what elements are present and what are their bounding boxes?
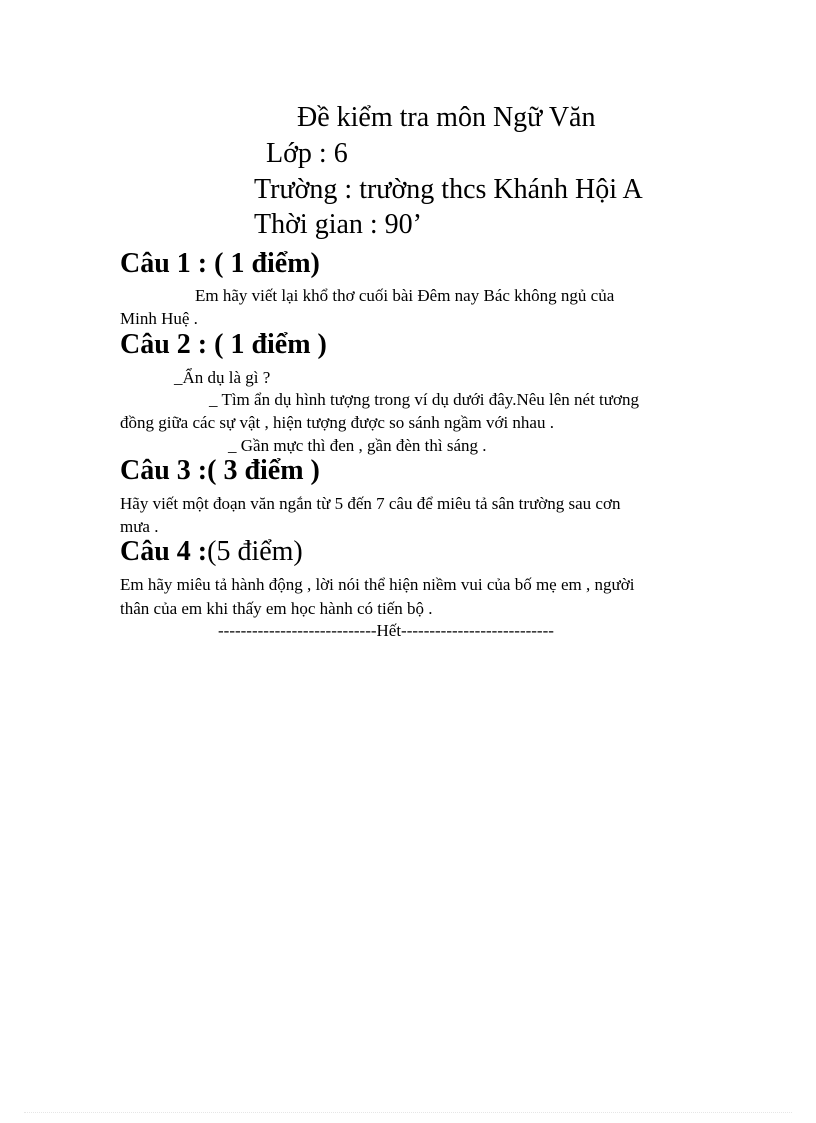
question-2-text-line-3: đồng giữa các sự vật , hiện tượng được so sánh ngầm với nhau .	[120, 413, 554, 432]
question-1-text-line-2: Minh Huệ .	[120, 309, 198, 328]
question-4-heading	[120, 536, 303, 568]
question-2-text-line-4: _ Gần mực thì đen , gần đèn thì sáng .	[228, 436, 487, 455]
end-marker: ----------------------------Hết---------------------------	[218, 621, 554, 640]
question-2-text-line-1: _Ẩn dụ là gì ?	[174, 368, 271, 387]
exam-title: Đề kiểm tra môn Ngữ Văn	[297, 102, 596, 133]
page-bottom-divider	[24, 1112, 792, 1113]
question-3-text-line-2: mưa .	[120, 517, 159, 536]
question-1-text-line-1: Em hãy viết lại khổ thơ cuối bài Đêm nay Bác không ngủ của	[195, 286, 615, 305]
question-4-heading-points: (5 điểm)	[207, 536, 303, 567]
question-2-text-line-2: _ Tìm ẩn dụ hình tượng trong ví dụ dưới đây.Nêu lên nét tương	[209, 390, 639, 409]
exam-time: Thời gian : 90’	[254, 209, 422, 240]
question-4-heading-label: Câu 4 :	[120, 536, 208, 567]
exam-grade: Lớp : 6	[266, 138, 348, 169]
question-4-text-line-2: thân của em khi thấy em học hành có tiến bộ .	[120, 599, 433, 618]
question-3-text-line-1: Hãy viết một đoạn văn ngắn từ 5 đến 7 câu để miêu tả sân trường sau cơn	[120, 494, 621, 513]
question-1-heading: Câu 1 : ( 1 điểm)	[120, 248, 320, 279]
exam-school: Trường : trường thcs Khánh Hội A	[254, 174, 643, 205]
question-2-heading: Câu 2 : ( 1 điểm )	[120, 329, 327, 360]
question-3-heading: Câu 3 :( 3 điểm )	[120, 455, 320, 486]
question-4-text-line-1: Em hãy miêu tả hành động , lời nói thể hiện niềm vui của bố mẹ em , người	[120, 575, 635, 594]
